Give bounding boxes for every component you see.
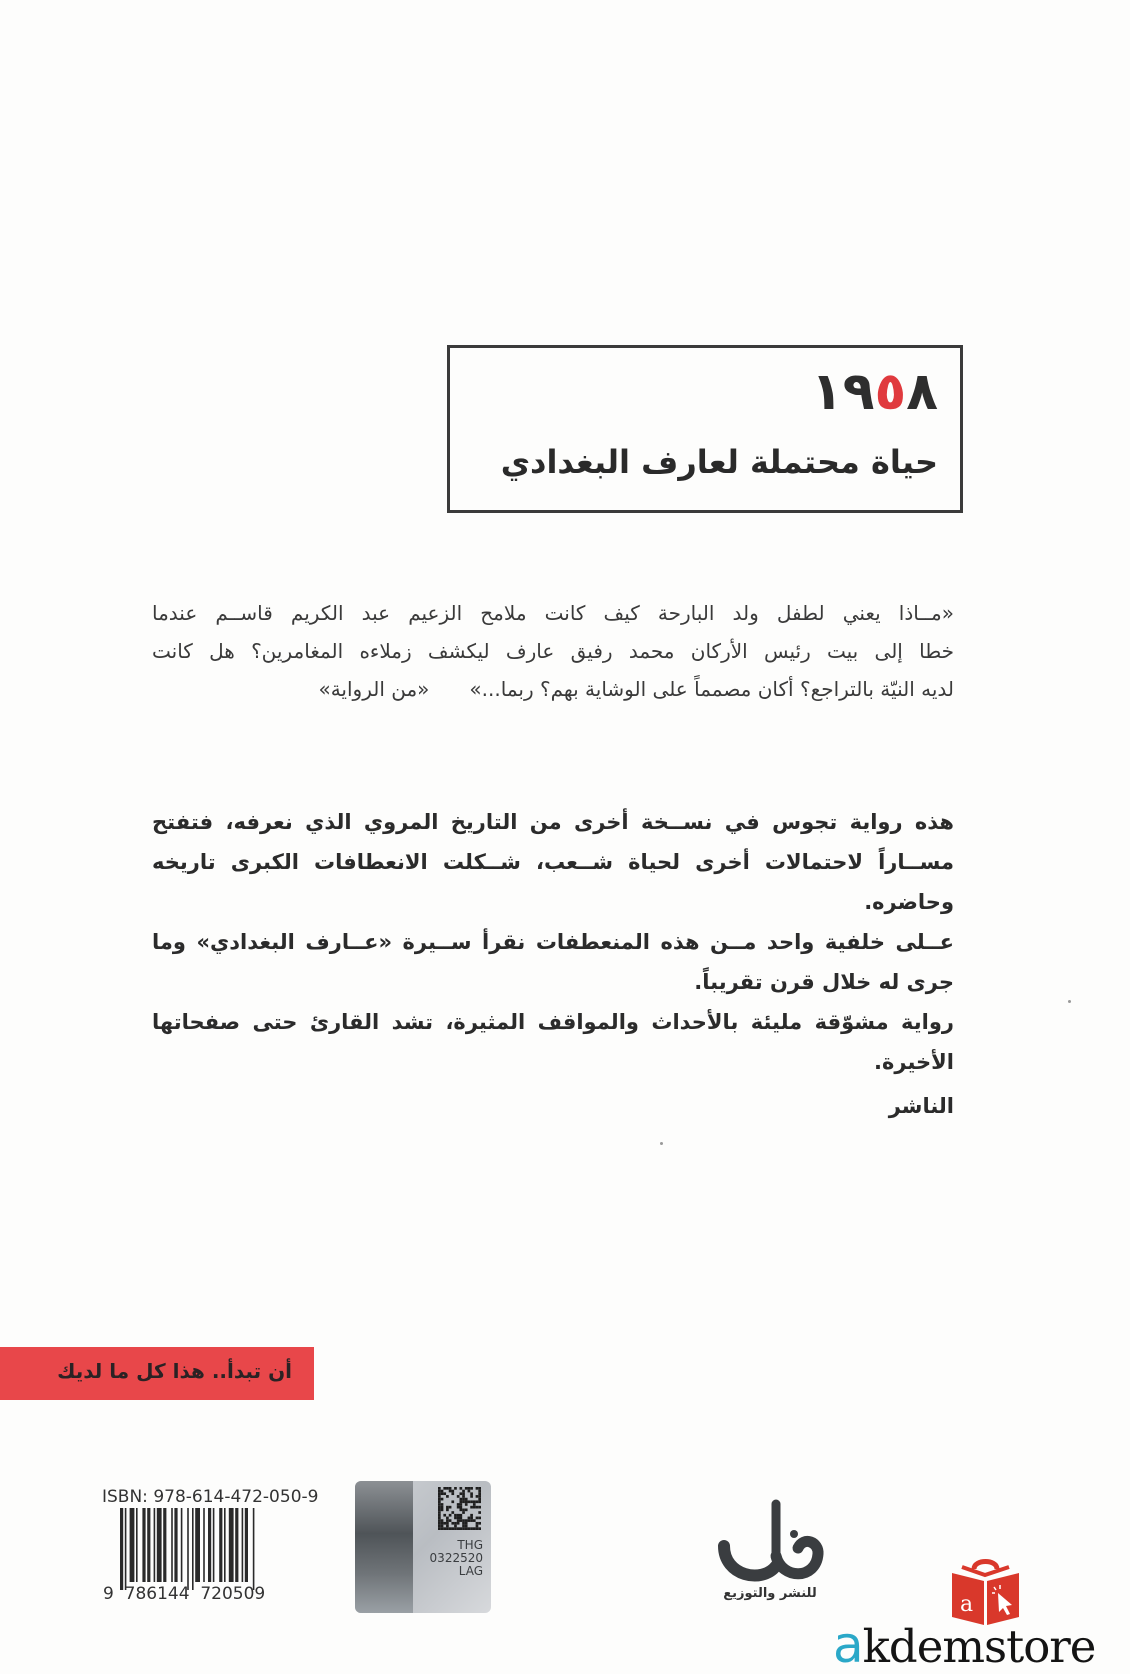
barcode-digits: 9 786144 720509 [103, 1584, 266, 1604]
datamatrix-cell [449, 1490, 452, 1493]
book-subtitle: حياة محتملة لعارف البغدادي [500, 443, 938, 481]
datamatrix-cell [438, 1519, 441, 1522]
blurb-line: جرى له خلال قرن تقريباً. [694, 970, 954, 994]
datamatrix-cell [441, 1503, 444, 1506]
quote-line: لديه النيّة بالتراجع؟ أكان مصمماً على الوشاية بهم؟ ربما...» [469, 677, 954, 701]
datamatrix-cell [462, 1500, 465, 1503]
datamatrix-cell [465, 1527, 468, 1530]
datamatrix-cell [470, 1519, 473, 1522]
hologram-foil [355, 1481, 413, 1613]
datamatrix-cell [451, 1500, 454, 1503]
datamatrix-cell [441, 1525, 444, 1528]
datamatrix-cell [470, 1487, 473, 1490]
barcode-bar [253, 1508, 255, 1590]
datamatrix-cell [443, 1522, 446, 1525]
datamatrix-cell [460, 1527, 463, 1530]
quote-line-last [152, 670, 954, 708]
datamatrix-cell [457, 1527, 460, 1530]
datamatrix-cell [438, 1506, 441, 1509]
datamatrix-cell [451, 1492, 454, 1495]
publisher-logo-icon [712, 1496, 830, 1591]
barcode-bar [174, 1508, 177, 1582]
svg-text:a: a [960, 1592, 974, 1617]
datamatrix-cell [451, 1490, 454, 1493]
datamatrix-cell [457, 1522, 460, 1525]
datamatrix-cell [443, 1492, 446, 1495]
datamatrix-cell [473, 1527, 476, 1530]
datamatrix-cell [446, 1487, 449, 1490]
barcode-bar [195, 1508, 200, 1582]
datamatrix-cell [457, 1517, 460, 1520]
datamatrix-cell [460, 1503, 463, 1506]
datamatrix-cell [451, 1511, 454, 1514]
publisher-tagline: للنشر والتوزيع [723, 1586, 817, 1601]
barcode-bar [242, 1508, 244, 1582]
datamatrix-cell [473, 1503, 476, 1506]
barcode-bar [224, 1508, 226, 1582]
datamatrix-cell [478, 1487, 481, 1490]
datamatrix-cell [468, 1519, 471, 1522]
datamatrix-cell [438, 1490, 441, 1493]
datamatrix-cell [465, 1503, 468, 1506]
datamatrix-cell [449, 1487, 452, 1490]
datamatrix-cell [473, 1500, 476, 1503]
barcode-bar [163, 1508, 166, 1582]
datamatrix-cell [441, 1509, 444, 1512]
datamatrix-cell [478, 1522, 481, 1525]
datamatrix-cell [462, 1522, 465, 1525]
barcode-bar [219, 1508, 222, 1582]
datamatrix-cell [478, 1511, 481, 1514]
barcode-bar [208, 1508, 211, 1582]
tagline-text: أن تبدأ.. هذا كل ما لديك [57, 1359, 292, 1383]
barcode-bar [213, 1508, 215, 1582]
datamatrix-cell [473, 1506, 476, 1509]
datamatrix-cell [470, 1495, 473, 1498]
datamatrix-cell [476, 1500, 479, 1503]
wordmark-rest: kdemstore [862, 1620, 1096, 1673]
barcode-bar [187, 1508, 189, 1590]
publisher-signature: الناشر [888, 1094, 954, 1118]
datamatrix-cell [449, 1514, 452, 1517]
datamatrix-cell [462, 1498, 465, 1501]
datamatrix-cell [473, 1519, 476, 1522]
blurb-line: هذه رواية تجوس في نســخة أخرى من التاريخ المروي الذي نعرفه، فتفتح [152, 810, 954, 834]
datamatrix-cell [470, 1506, 473, 1509]
datamatrix-cell [460, 1517, 463, 1520]
datamatrix-cell [441, 1490, 444, 1493]
datamatrix-cell [460, 1500, 463, 1503]
datamatrix-cell [462, 1525, 465, 1528]
barcode-bar [157, 1508, 162, 1582]
datamatrix-cell [443, 1527, 446, 1530]
barcode-bar [120, 1508, 123, 1590]
datamatrix-cell [451, 1522, 454, 1525]
datamatrix-cell [438, 1495, 441, 1498]
datamatrix-cell [465, 1522, 468, 1525]
datamatrix-cell [462, 1492, 465, 1495]
datamatrix-cell [438, 1525, 441, 1528]
barcode-bar [229, 1508, 234, 1582]
datamatrix-cell [441, 1527, 444, 1530]
datamatrix-cell [478, 1517, 481, 1520]
datamatrix-cell [468, 1517, 471, 1520]
blurb-line: الأخيرة. [874, 1050, 954, 1074]
datamatrix-cell [465, 1525, 468, 1528]
book-title-year [811, 362, 938, 422]
barcode-bar [171, 1508, 173, 1582]
datamatrix-cell [470, 1500, 473, 1503]
datamatrix-cell [438, 1487, 441, 1490]
barcode-bar [203, 1508, 205, 1582]
datamatrix-cell [446, 1525, 449, 1528]
blurb-line: مســاراً لاحتمالات أخرى لحياة شــعب، شــكلت الانعطافات الكبرى تاريخه [152, 850, 954, 874]
datamatrix-cell [476, 1517, 479, 1520]
blurb-line: عــلى خلفية واحد مــن هذه المنعطفات نقرأ ســيرة «عــارف البغدادي» وما [152, 930, 954, 954]
datamatrix-cell [476, 1487, 479, 1490]
datamatrix-cell [460, 1498, 463, 1501]
datamatrix-cell [478, 1490, 481, 1493]
scan-speck [660, 1142, 663, 1145]
datamatrix-cell [460, 1509, 463, 1512]
tagline-banner [0, 1347, 314, 1400]
barcode-bar [147, 1508, 150, 1582]
datamatrix-cell [478, 1527, 481, 1530]
datamatrix-cell [460, 1492, 463, 1495]
title-year-red-digit: ٥ [874, 362, 907, 422]
datamatrix-cell [446, 1517, 449, 1520]
datamatrix-cell [465, 1498, 468, 1501]
datamatrix-cell [462, 1509, 465, 1512]
datamatrix-cell [438, 1503, 441, 1506]
barcode-bar [125, 1508, 127, 1590]
hologram-code-line: LAG [458, 1564, 483, 1578]
datamatrix-cell [438, 1498, 441, 1501]
isbn-label: ISBN: 978-614-472-050-9 [102, 1487, 319, 1507]
datamatrix-cell [476, 1527, 479, 1530]
blurb-line: رواية مشوّقة مليئة بالأحداث والمواقف المثيرة، تشد القارئ حتى صفحاتها [152, 1010, 954, 1034]
datamatrix-cell [457, 1495, 460, 1498]
datamatrix-cell [438, 1522, 441, 1525]
datamatrix-cell [446, 1506, 449, 1509]
akdemstore-wordmark [833, 1616, 1096, 1674]
datamatrix-cell [462, 1511, 465, 1514]
datamatrix-cell [468, 1487, 471, 1490]
datamatrix-cell [478, 1498, 481, 1501]
datamatrix-cell [476, 1525, 479, 1528]
datamatrix-cell [443, 1487, 446, 1490]
quote-paragraph [152, 594, 954, 708]
title-box [447, 345, 963, 513]
datamatrix-cell [476, 1522, 479, 1525]
datamatrix-icon [437, 1487, 482, 1530]
datamatrix-cell [443, 1514, 446, 1517]
quote-source: «من الرواية» [318, 677, 430, 701]
datamatrix-cell [449, 1506, 452, 1509]
quote-line: خطا إلى بيت رئيس الأركان محمد رفيق عارف ليكشف زملاءه المغامرين؟ هل كانت [152, 639, 954, 663]
datamatrix-cell [457, 1506, 460, 1509]
datamatrix-cell [462, 1495, 465, 1498]
datamatrix-cell [449, 1519, 452, 1522]
datamatrix-cell [438, 1514, 441, 1517]
datamatrix-cell [454, 1487, 457, 1490]
datamatrix-cell [449, 1527, 452, 1530]
datamatrix-cell [460, 1487, 463, 1490]
datamatrix-cell [465, 1519, 468, 1522]
barcode-bar [142, 1508, 145, 1582]
datamatrix-cell [454, 1522, 457, 1525]
datamatrix-cell [470, 1492, 473, 1495]
blurb-paragraph [152, 802, 954, 1126]
datamatrix-cell [446, 1519, 449, 1522]
wordmark-prefix: a [833, 1616, 863, 1674]
datamatrix-cell [451, 1527, 454, 1530]
datamatrix-cell [441, 1522, 444, 1525]
datamatrix-cell [478, 1506, 481, 1509]
datamatrix-cell [476, 1495, 479, 1498]
datamatrix-cell [460, 1519, 463, 1522]
datamatrix-cell [441, 1506, 444, 1509]
barcode-bar [192, 1508, 194, 1590]
hologram-code [430, 1539, 483, 1578]
datamatrix-cell [460, 1506, 463, 1509]
barcode-bar [130, 1508, 135, 1582]
datamatrix-cell [438, 1492, 441, 1495]
datamatrix-cell [470, 1514, 473, 1517]
title-year-part1: ١٩ [811, 362, 875, 422]
datamatrix-cell [457, 1519, 460, 1522]
datamatrix-cell [468, 1527, 471, 1530]
datamatrix-cell [454, 1514, 457, 1517]
datamatrix-cell [478, 1495, 481, 1498]
datamatrix-cell [438, 1511, 441, 1514]
datamatrix-cell [465, 1500, 468, 1503]
datamatrix-cell [470, 1527, 473, 1530]
datamatrix-cell [478, 1500, 481, 1503]
datamatrix-cell [457, 1514, 460, 1517]
barcode-bar [235, 1508, 238, 1582]
datamatrix-cell [462, 1519, 465, 1522]
blurb-line: وحاضره. [864, 890, 954, 914]
datamatrix-cell [438, 1527, 441, 1530]
hologram-code-line: 0322520 [429, 1551, 483, 1565]
datamatrix-cell [468, 1500, 471, 1503]
datamatrix-cell [438, 1509, 441, 1512]
hologram-code-line: THG [457, 1538, 483, 1552]
barcode-icon [120, 1508, 302, 1590]
datamatrix-cell [478, 1492, 481, 1495]
datamatrix-cell [470, 1517, 473, 1520]
datamatrix-cell [454, 1527, 457, 1530]
barcode-bar [181, 1508, 183, 1582]
datamatrix-cell [454, 1525, 457, 1528]
scan-speck [1068, 1000, 1071, 1003]
datamatrix-cell [468, 1490, 471, 1493]
datamatrix-cell [462, 1490, 465, 1493]
datamatrix-cell [457, 1503, 460, 1506]
datamatrix-cell [438, 1517, 441, 1520]
hologram-sticker [355, 1481, 491, 1613]
datamatrix-cell [465, 1509, 468, 1512]
barcode-bar [245, 1508, 248, 1582]
akdemstore-book-icon [948, 1555, 1023, 1625]
datamatrix-cell [454, 1517, 457, 1520]
datamatrix-cell [446, 1495, 449, 1498]
datamatrix-cell [460, 1514, 463, 1517]
datamatrix-cell [465, 1487, 468, 1490]
datamatrix-cell [446, 1527, 449, 1530]
datamatrix-cell [476, 1506, 479, 1509]
barcode-bar [154, 1508, 156, 1582]
quote-line: «مــاذا يعني لطفل ولد البارحة كيف كانت ملامح الزعيم عبد الكريم قاســم عندما [152, 601, 954, 625]
title-year-part2: ٨ [906, 362, 938, 422]
datamatrix-cell [446, 1522, 449, 1525]
datamatrix-cell [441, 1519, 444, 1522]
datamatrix-cell [462, 1527, 465, 1530]
datamatrix-cell [441, 1498, 444, 1501]
barcode-bar [136, 1508, 138, 1582]
datamatrix-cell [441, 1492, 444, 1495]
datamatrix-cell [438, 1500, 441, 1503]
datamatrix-cell [446, 1509, 449, 1512]
